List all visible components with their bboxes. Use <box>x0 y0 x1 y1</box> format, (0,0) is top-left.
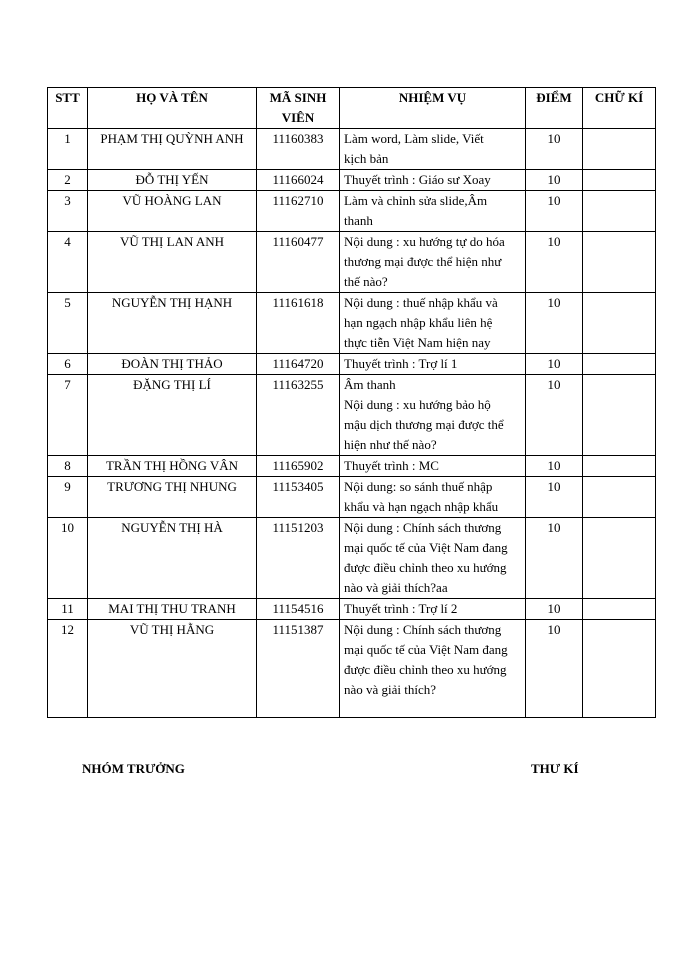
cell-student-id: 11162710 <box>257 191 340 232</box>
table-row <box>48 456 656 477</box>
cell-task: Nội dung : xu hướng tự do hóa thương mại được thể hiện như thế nào? <box>340 232 526 293</box>
cell-stt: 8 <box>48 456 88 477</box>
header-stt: STT <box>48 88 88 129</box>
cell-name: NGUYỄN THỊ HÀ <box>88 518 257 599</box>
header-task: NHIỆM VỤ <box>340 88 526 129</box>
cell-signature <box>583 375 656 456</box>
cell-task: Thuyết trình : Trợ lí 2 <box>340 599 526 620</box>
cell-name: ĐỖ THỊ YẾN <box>88 170 257 191</box>
cell-task: Âm thanh Nội dung : xu hướng bảo hộ mậu dịch thương mại được thể hiện như thế nào? <box>340 375 526 456</box>
header-signature: CHỮ KÍ <box>583 88 656 129</box>
cell-score: 10 <box>526 518 583 599</box>
cell-signature <box>583 477 656 518</box>
table-row <box>48 293 656 354</box>
table-row <box>48 232 656 293</box>
cell-score: 10 <box>526 375 583 456</box>
cell-student-id: 11163255 <box>257 375 340 456</box>
cell-student-id: 11151387 <box>257 620 340 718</box>
cell-student-id: 11165902 <box>257 456 340 477</box>
cell-stt: 11 <box>48 599 88 620</box>
cell-signature <box>583 170 656 191</box>
table-row <box>48 620 656 718</box>
table-row <box>48 375 656 456</box>
cell-student-id: 11153405 <box>257 477 340 518</box>
cell-name: VŨ THỊ HẰNG <box>88 620 257 718</box>
cell-name: VŨ THỊ LAN ANH <box>88 232 257 293</box>
cell-task: Làm và chỉnh sửa slide,Âm thanh <box>340 191 526 232</box>
table-row <box>48 129 656 170</box>
cell-stt: 5 <box>48 293 88 354</box>
table-row <box>48 354 656 375</box>
cell-stt: 3 <box>48 191 88 232</box>
cell-task: Thuyết trình : MC <box>340 456 526 477</box>
cell-stt: 12 <box>48 620 88 718</box>
cell-stt: 10 <box>48 518 88 599</box>
cell-student-id: 11160383 <box>257 129 340 170</box>
cell-name: PHẠM THỊ QUỲNH ANH <box>88 129 257 170</box>
cell-student-id: 11160477 <box>257 232 340 293</box>
table-row <box>48 599 656 620</box>
cell-score: 10 <box>526 354 583 375</box>
cell-signature <box>583 293 656 354</box>
cell-signature <box>583 518 656 599</box>
cell-signature <box>583 191 656 232</box>
cell-task: Nội dung: so sánh thuế nhập khẩu và hạn ngạch nhập khẩu <box>340 477 526 518</box>
header-row <box>48 88 656 129</box>
cell-score: 10 <box>526 456 583 477</box>
secretary-signature-label: THƯ KÍ <box>531 761 579 776</box>
cell-score: 10 <box>526 129 583 170</box>
cell-task: Làm word, Làm slide, Viết kịch bản <box>340 129 526 170</box>
cell-score: 10 <box>526 232 583 293</box>
cell-stt: 9 <box>48 477 88 518</box>
cell-task: Nội dung : Chính sách thương mại quốc tế của Việt Nam đang được điều chỉnh theo xu hướng nào và giải thích?aa <box>340 518 526 599</box>
cell-name: MAI THỊ THU TRANH <box>88 599 257 620</box>
cell-signature <box>583 354 656 375</box>
cell-signature <box>583 620 656 718</box>
cell-stt: 4 <box>48 232 88 293</box>
cell-name: ĐẶNG THỊ LÍ <box>88 375 257 456</box>
leader-signature-label: NHÓM TRƯỞNG <box>82 761 185 776</box>
cell-name: VŨ HOÀNG LAN <box>88 191 257 232</box>
cell-score: 10 <box>526 293 583 354</box>
member-table <box>47 87 656 718</box>
cell-score: 10 <box>526 599 583 620</box>
table-row <box>48 170 656 191</box>
cell-student-id: 11166024 <box>257 170 340 191</box>
cell-name: NGUYỄN THỊ HẠNH <box>88 293 257 354</box>
cell-stt: 7 <box>48 375 88 456</box>
cell-student-id: 11154516 <box>257 599 340 620</box>
cell-student-id: 11151203 <box>257 518 340 599</box>
cell-score: 10 <box>526 620 583 718</box>
header-score: ĐIỂM <box>526 88 583 129</box>
cell-task: Nội dung : Chính sách thương mại quốc tế của Việt Nam đang được điều chỉnh theo xu hướng nào và giải thích? <box>340 620 526 718</box>
cell-stt: 1 <box>48 129 88 170</box>
cell-signature <box>583 129 656 170</box>
header-name: HỌ VÀ TÊN <box>88 88 257 129</box>
cell-signature <box>583 232 656 293</box>
cell-name: TRƯƠNG THỊ NHUNG <box>88 477 257 518</box>
cell-stt: 6 <box>48 354 88 375</box>
cell-score: 10 <box>526 477 583 518</box>
cell-task: Nội dung : thuế nhập khẩu và hạn ngạch nhập khẩu liên hệ thực tiễn Việt Nam hiện nay <box>340 293 526 354</box>
cell-stt: 2 <box>48 170 88 191</box>
cell-signature <box>583 599 656 620</box>
table-row <box>48 477 656 518</box>
header-student-id: MÃ SINH VIÊN <box>257 88 340 129</box>
cell-task: Thuyết trình : Trợ lí 1 <box>340 354 526 375</box>
cell-task: Thuyết trình : Giáo sư Xoay <box>340 170 526 191</box>
cell-student-id: 11164720 <box>257 354 340 375</box>
table-body <box>48 129 656 718</box>
table-row <box>48 518 656 599</box>
cell-signature <box>583 456 656 477</box>
cell-score: 10 <box>526 191 583 232</box>
table-row <box>48 191 656 232</box>
cell-score: 10 <box>526 170 583 191</box>
cell-name: ĐOÀN THỊ THẢO <box>88 354 257 375</box>
cell-student-id: 11161618 <box>257 293 340 354</box>
cell-name: TRẦN THỊ HỒNG VÂN <box>88 456 257 477</box>
